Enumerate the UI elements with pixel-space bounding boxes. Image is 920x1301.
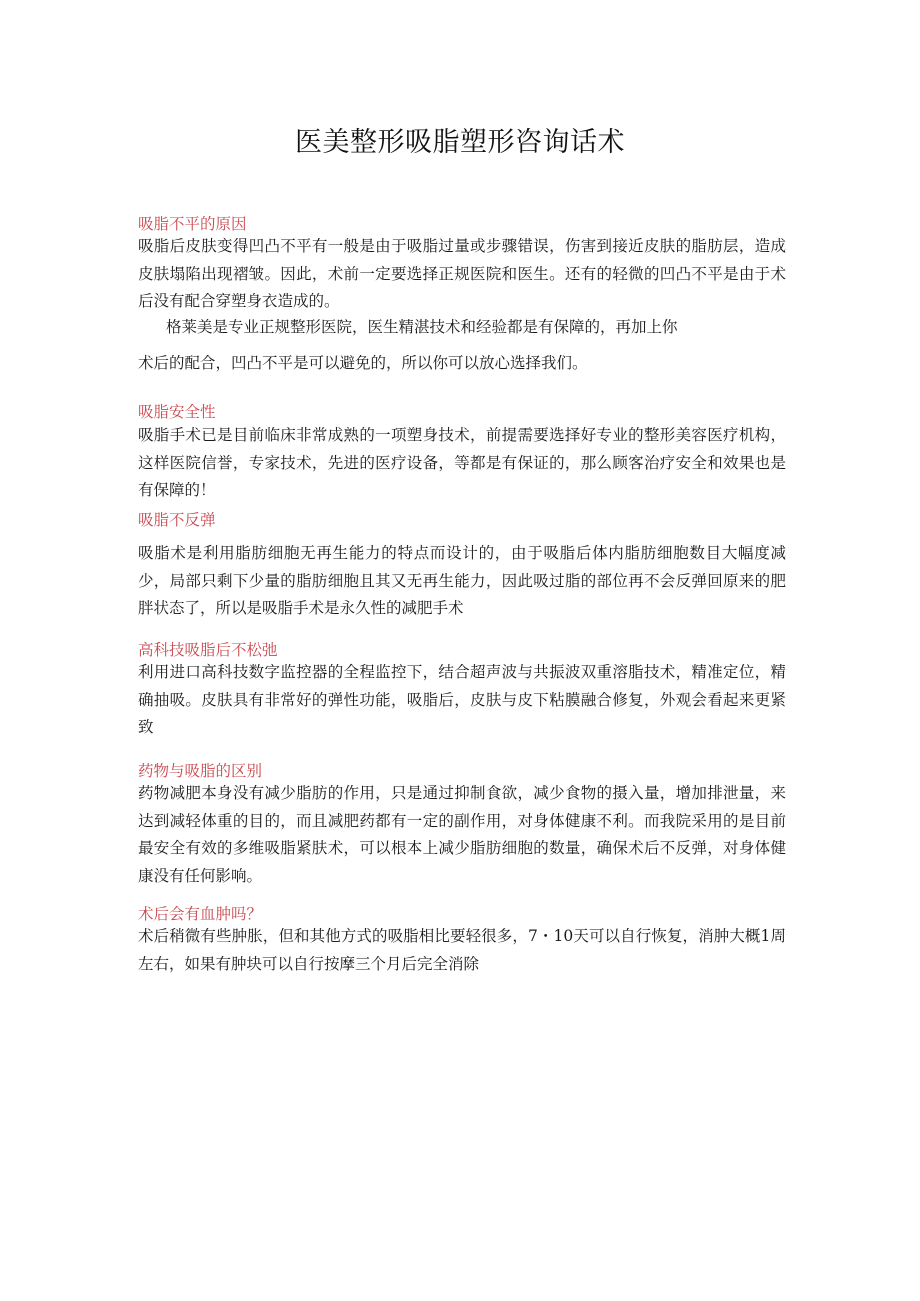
document-title: 医美整形吸脂塑形咨询话术	[295, 127, 625, 158]
section-heading-safety: 吸脂安全性	[138, 403, 216, 421]
section-paragraph: 吸脂后皮肤变得凹凸不平有一般是由于吸脂过量或步骤错误，伤害到接近皮肤的脂肪层，造成皮肤塌陷出现褶皱。因此，术前一定要选择正规医院和医生。还有的轻微的凹凸不平是由于术后没有配合穿塑身衣造成的。	[138, 237, 786, 310]
section-paragraph: 术后的配合，凹凸不平是可以避免的，所以你可以放心选择我们。	[138, 354, 588, 372]
section-paragraph: 术后稍微有些肿胀，但和其他方式的吸脂相比要轻很多，7・10天可以自行恢复，消肿大概1周左右，如果有肿块可以自行按摩三个月后完全消除	[138, 927, 786, 973]
section-heading-uneven-causes: 吸脂不平的原因	[138, 215, 247, 233]
section-paragraph-indented: 格莱美是专业正规整形医院，医生精湛技术和经验都是有保障的，再加上你	[166, 318, 678, 336]
section-heading-no-rebound: 吸脂不反弹	[138, 511, 216, 529]
section-heading-drug-vs-liposuction: 药物与吸脂的区别	[138, 762, 263, 780]
section-paragraph: 吸脂手术已是目前临床非常成熟的一项塑身技术，前提需要选择好专业的整形美容医疗机构，这样医院信誉，专家技术，先进的医疗设备，等都是有保证的，那么顾客治疗安全和效果也是有保障的！	[138, 426, 786, 499]
section-paragraph: 药物减肥本身没有减少脂肪的作用，只是通过抑制食欲，减少食物的摄入量，增加排泄量，来达到减轻体重的目的，而且减肥药都有一定的副作用，对身体健康不利。而我院采用的是目前最安全有效的多维吸脂紧肤术，可以根本上减少脂肪细胞的数量，确保术后不反弹，对身体健康没有任何影响。	[138, 784, 786, 885]
section-paragraph: 吸脂术是利用脂肪细胞无再生能力的特点而设计的，由于吸脂后体内脂肪细胞数目大幅度减少，局部只剩下少量的脂肪细胞且其又无再生能力，因此吸过脂的部位再不会反弹回原来的肥胖状态了，所以是吸脂手术是永久性的减肥手术	[138, 544, 786, 617]
section-heading-no-sagging: 高科技吸脂后不松弛	[138, 641, 278, 659]
section-paragraph: 利用进口高科技数字监控器的全程监控下，结合超声波与共振波双重溶脂技术，精准定位，精确抽吸。皮肤具有非常好的弹性功能，吸脂后，皮肤与皮下粘膜融合修复，外观会看起来更紧致	[138, 663, 786, 736]
section-heading-hematoma: 术后会有血肿吗？	[138, 905, 263, 923]
